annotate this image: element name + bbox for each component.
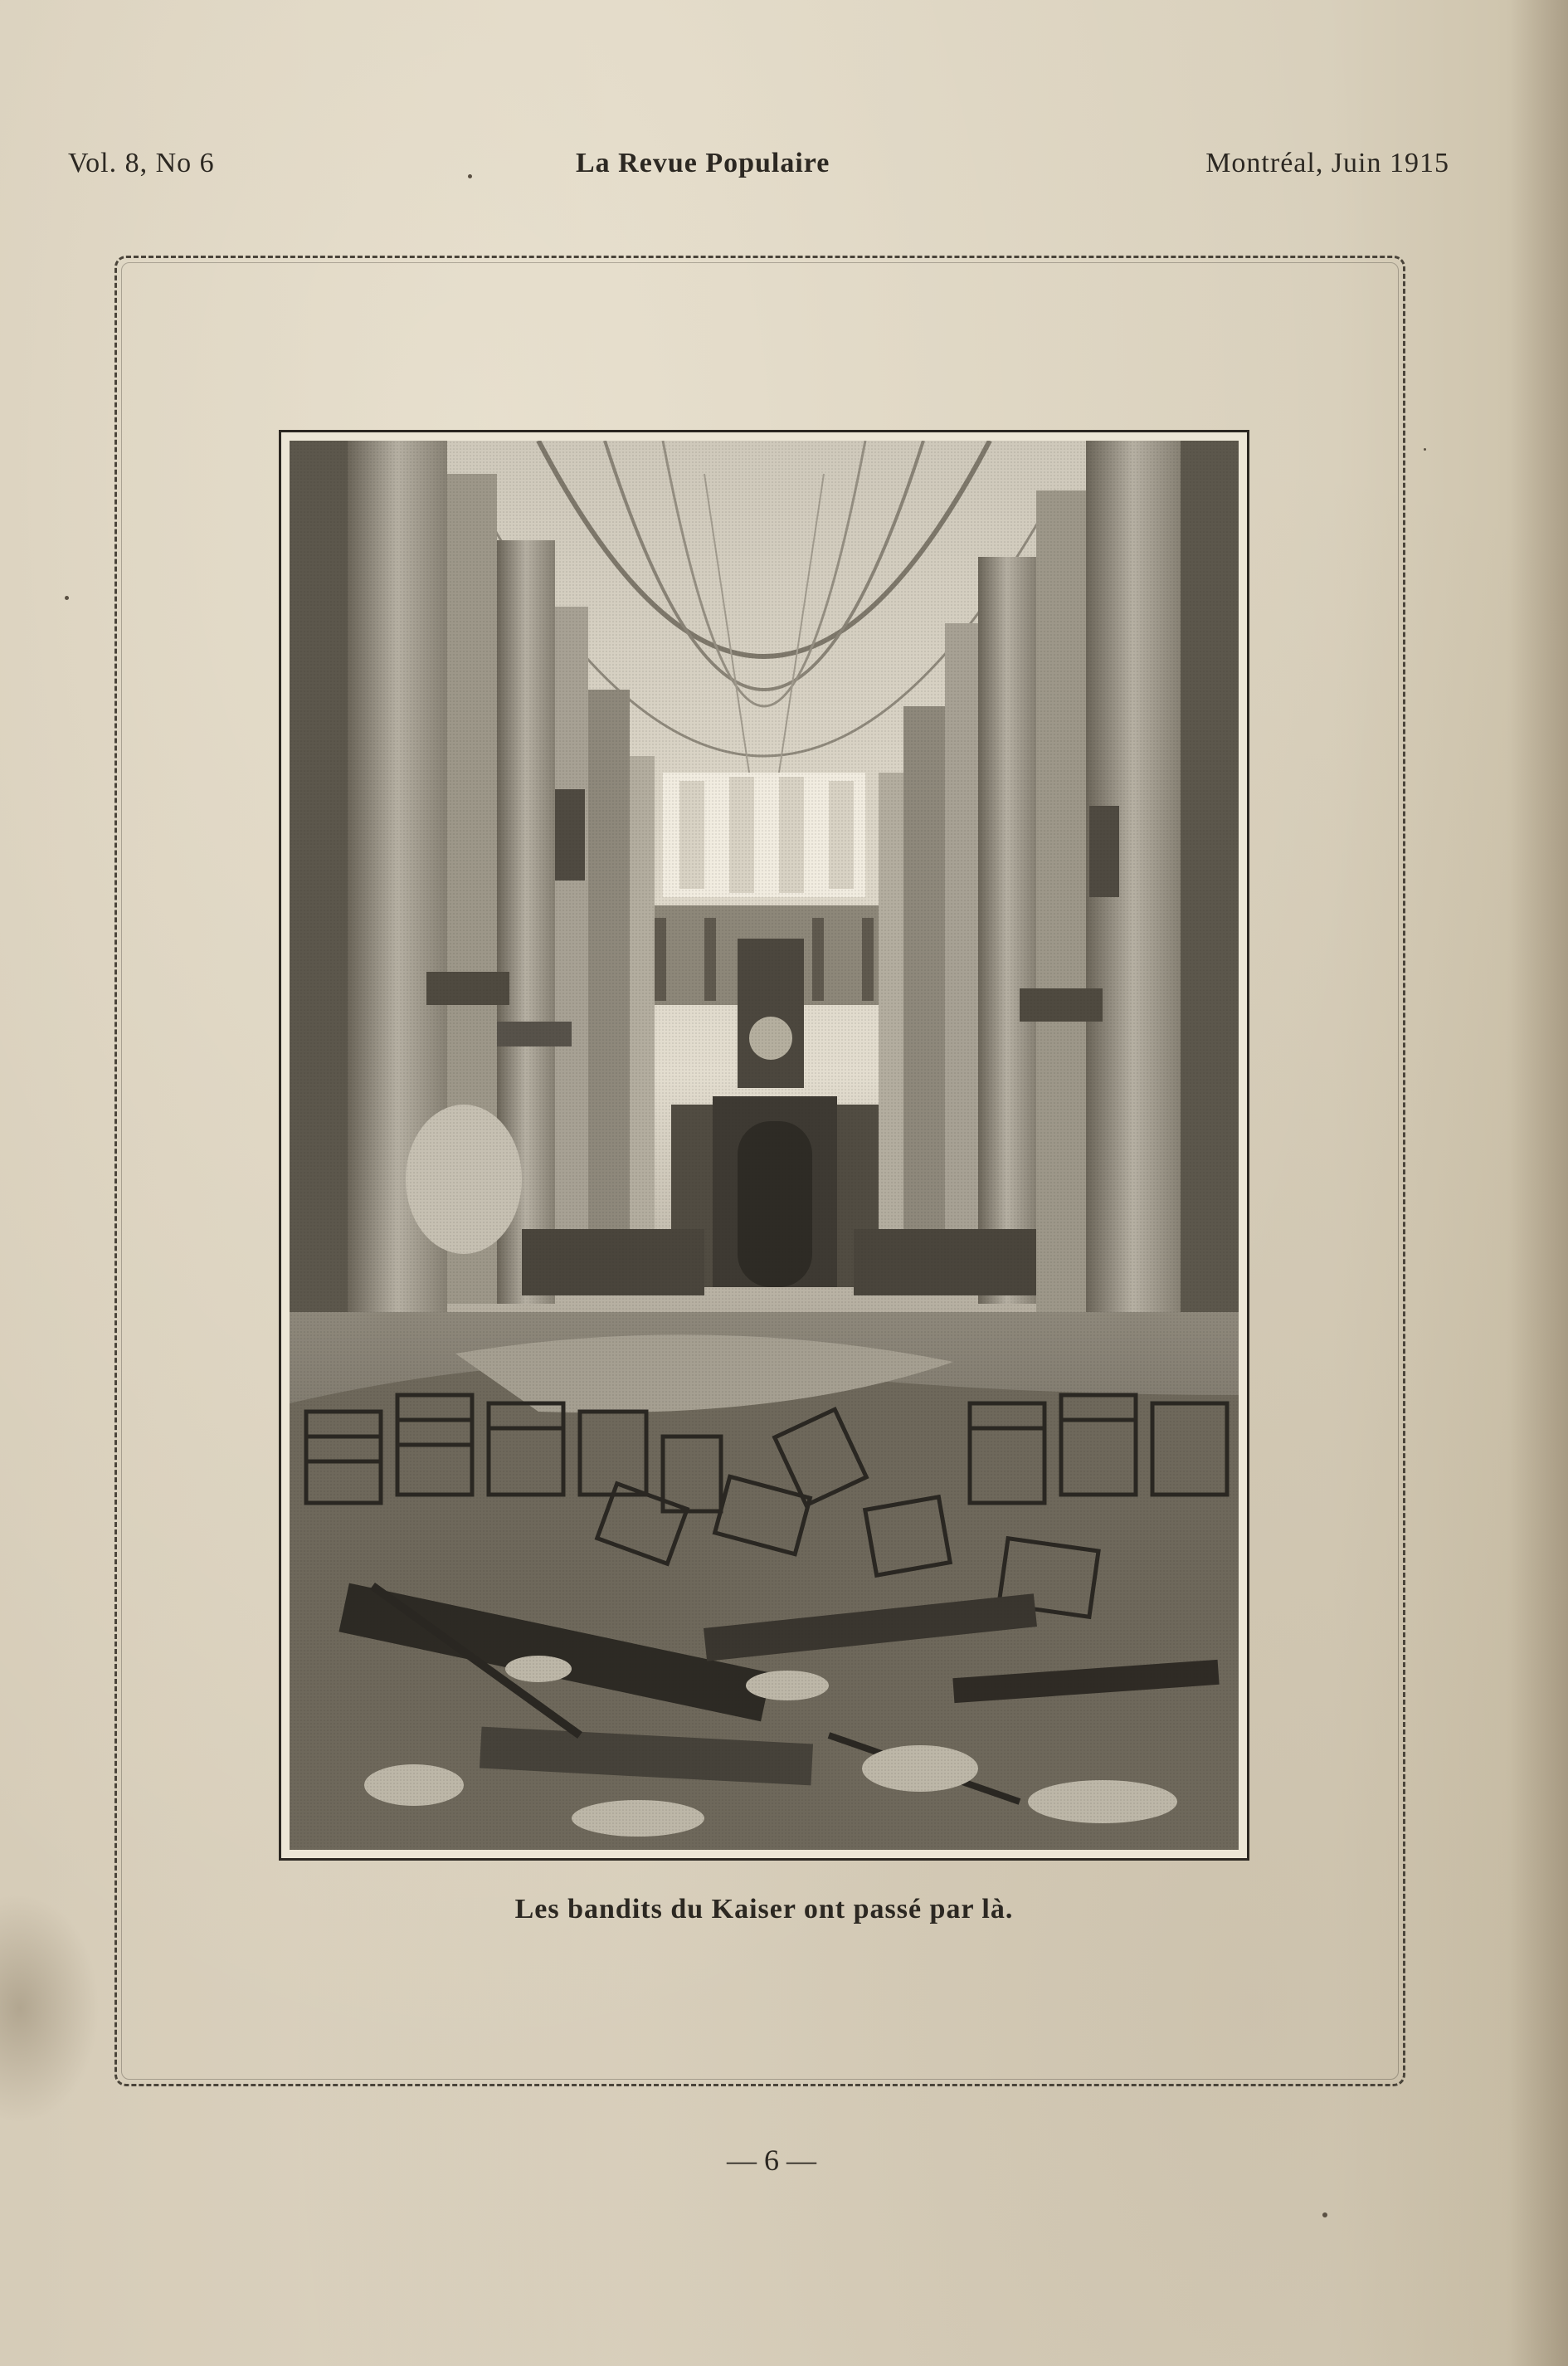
- paper-speck: [1322, 2212, 1327, 2217]
- photo-caption: Les bandits du Kaiser ont passé par là.: [514, 1894, 1014, 1925]
- cathedral-ruins-photo: [290, 441, 1239, 1850]
- paper-speck: [65, 596, 69, 600]
- page-number: — 6 —: [727, 2144, 816, 2177]
- paper-speck: [1424, 448, 1426, 451]
- running-header: [68, 148, 1449, 189]
- photograph: [279, 430, 1249, 1861]
- paper-speck: [468, 174, 472, 178]
- volume-issue: Vol. 8, No 6: [68, 148, 215, 178]
- place-date: Montréal, Juin 1915: [1205, 148, 1449, 178]
- spine-shadow: [1510, 0, 1568, 2366]
- paper-stain: [0, 1892, 100, 2125]
- publication-title: La Revue Populaire: [576, 148, 830, 178]
